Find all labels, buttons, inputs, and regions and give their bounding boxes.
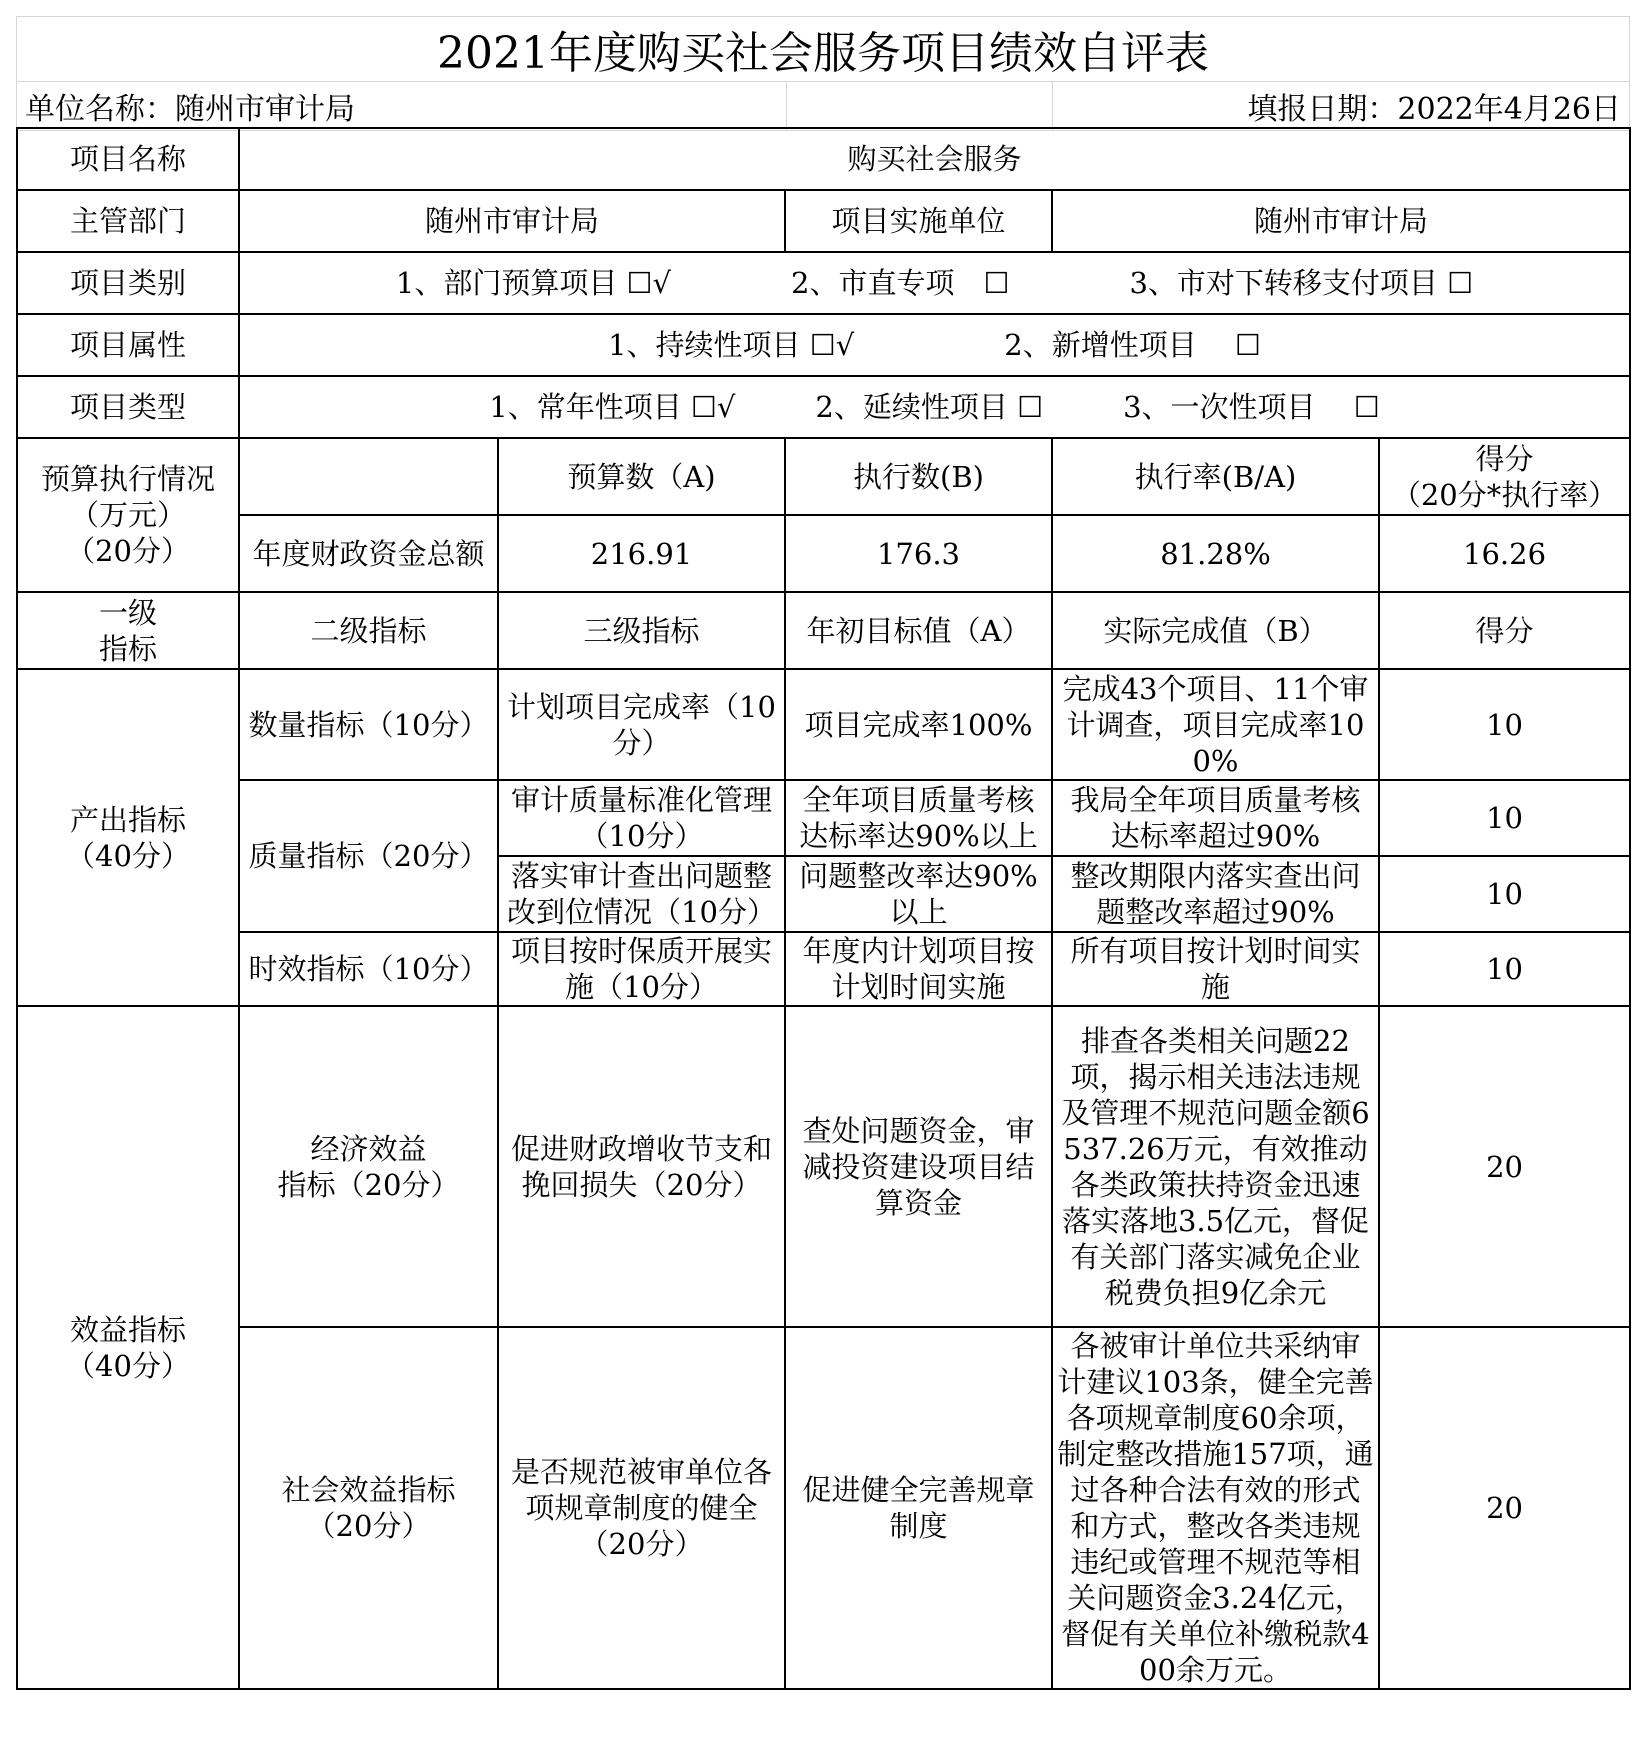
project-name-label: 项目名称 <box>17 128 239 190</box>
quality1-target: 全年项目质量考核达标率达90%以上 <box>785 780 1052 856</box>
dept-label: 主管部门 <box>17 190 239 252</box>
level1-header-line-2: 指标 <box>98 631 157 666</box>
quality2-level3: 落实审计查出问题整改到位情况（10分） <box>498 856 785 932</box>
economic-target: 查处问题资金，审减投资建设项目结算资金 <box>785 1006 1052 1327</box>
quality1-score: 10 <box>1379 780 1630 856</box>
benefit-label-line-1: 效益指标 <box>69 1312 186 1347</box>
attribute-options <box>239 314 1630 376</box>
quality-row-1 <box>17 780 1630 856</box>
quality-level2: 质量指标（20分） <box>239 780 498 932</box>
economic-level2-line-1: 经济效益 <box>310 1131 427 1166</box>
evaluation-table <box>16 127 1631 1690</box>
social-row <box>17 1327 1630 1689</box>
social-level3: 是否规范被审单位各项规章制度的健全（20分） <box>498 1327 785 1689</box>
dept-value: 随州市审计局 <box>239 190 785 252</box>
budget-label-line-1: 预算执行情况 <box>40 462 215 496</box>
quantity-level3: 计划项目完成率（10分） <box>498 669 785 780</box>
quantity-score: 10 <box>1379 669 1630 780</box>
category-label: 项目类别 <box>17 252 239 314</box>
score-header: 得分 <box>1379 592 1630 669</box>
impl-label: 项目实施单位 <box>785 190 1052 252</box>
timeliness-target: 年度内计划项目按计划时间实施 <box>785 932 1052 1006</box>
output-indicator-label <box>17 669 239 1006</box>
budget-value: 216.91 <box>498 515 785 592</box>
dept-row <box>17 190 1630 252</box>
quantity-actual: 完成43个项目、11个审计调查，项目完成率100% <box>1052 669 1379 780</box>
level1-header-line-1: 一级 <box>98 595 157 630</box>
project-name-value: 购买社会服务 <box>239 128 1630 190</box>
type-option-2: 2、延续性项目 ☐ <box>815 390 1044 424</box>
quality2-target: 问题整改率达90%以上 <box>785 856 1052 932</box>
type-option-1: 1、常年性项目 ☐√ <box>489 390 736 424</box>
exec-rate: 81.28% <box>1052 515 1379 592</box>
category-option-1: 1、部门预算项目 ☐√ <box>395 266 672 300</box>
budget-row-label: 年度财政资金总额 <box>239 515 498 592</box>
budget-label-line-3: （20分） <box>66 534 190 568</box>
budget-value-row <box>17 515 1630 592</box>
benefit-indicator-label <box>17 1006 239 1689</box>
attribute-label: 项目属性 <box>17 314 239 376</box>
economic-level2-line-2: 指标（20分） <box>277 1167 460 1202</box>
budget-header-row <box>17 438 1630 515</box>
impl-value: 随州市审计局 <box>1052 190 1630 252</box>
budget-header-blank <box>239 438 498 515</box>
social-actual: 各被审计单位共采纳审计建议103条，健全完善各项规章制度60余项，制定整改措施157项，通过各种合法有效的形式和方式，整改各类违规违纪或管理不规范等相关问题资金3.24亿元，督促有关单位补缴税款400余万元。 <box>1052 1327 1379 1689</box>
output-label-line-2: （40分） <box>66 838 190 873</box>
quality2-actual: 整改期限内落实查出问题整改率超过90% <box>1052 856 1379 932</box>
attribute-row <box>17 314 1630 376</box>
type-options <box>239 376 1630 438</box>
attribute-option-1: 1、持续性项目 ☐√ <box>608 328 855 362</box>
quality2-score: 10 <box>1379 856 1630 932</box>
social-level2 <box>239 1327 498 1689</box>
indicator-header-row <box>17 592 1630 669</box>
budget-header-budget: 预算数（A) <box>498 438 785 515</box>
type-option-3: 3、一次性项目 ☐ <box>1123 390 1380 424</box>
budget-score-title: 得分 <box>1475 441 1534 476</box>
category-option-2: 2、市直专项 ☐ <box>791 266 1010 300</box>
budget-label <box>17 438 239 592</box>
economic-actual: 排查各类相关问题22项，揭示相关违法违规及管理不规范问题金额6537.26万元，有效推动各类政策扶持资金迅速落实落地3.5亿元，督促有关部门落实减免企业税费负担9亿余元 <box>1052 1006 1379 1327</box>
budget-score: 16.26 <box>1379 515 1630 592</box>
category-options <box>239 252 1630 314</box>
unit-name: 单位名称：随州市审计局 <box>17 82 787 131</box>
report-date: 填报日期：2022年4月26日 <box>1053 82 1630 131</box>
quality1-actual: 我局全年项目质量考核达标率超过90% <box>1052 780 1379 856</box>
timeliness-level3: 项目按时保质开展实施（10分） <box>498 932 785 1006</box>
economic-level3: 促进财政增收节支和挽回损失（20分） <box>498 1006 785 1327</box>
category-row <box>17 252 1630 314</box>
quality1-level3: 审计质量标准化管理（10分） <box>498 780 785 856</box>
level1-header <box>17 592 239 669</box>
timeliness-level2: 时效指标（10分） <box>239 932 498 1006</box>
budget-label-line-2: （万元） <box>69 498 186 532</box>
economic-level2 <box>239 1006 498 1327</box>
budget-score-formula: （20分*执行率） <box>1391 477 1618 512</box>
timeliness-row <box>17 932 1630 1006</box>
type-label: 项目类型 <box>17 376 239 438</box>
actual-header: 实际完成值（B） <box>1052 592 1379 669</box>
quantity-row <box>17 669 1630 780</box>
economic-row <box>17 1006 1630 1327</box>
budget-header-exec: 执行数(B) <box>785 438 1052 515</box>
form-title: 2021年度购买社会服务项目绩效自评表 <box>17 17 1630 82</box>
benefit-label-line-2: （40分） <box>66 1348 190 1383</box>
quantity-target: 项目完成率100% <box>785 669 1052 780</box>
project-name-row <box>17 128 1630 190</box>
type-row <box>17 376 1630 438</box>
level2-header: 二级指标 <box>239 592 498 669</box>
budget-header-rate: 执行率(B/A) <box>1052 438 1379 515</box>
output-label-line-1: 产出指标 <box>69 802 186 837</box>
social-score: 20 <box>1379 1327 1630 1689</box>
budget-header-score <box>1379 438 1630 515</box>
timeliness-actual: 所有项目按计划时间实施 <box>1052 932 1379 1006</box>
category-option-3: 3、市对下转移支付项目 ☐ <box>1129 266 1474 300</box>
form-header <box>16 16 1630 131</box>
economic-score: 20 <box>1379 1006 1630 1327</box>
quantity-level2: 数量指标（10分） <box>239 669 498 780</box>
exec-value: 176.3 <box>785 515 1052 592</box>
target-header: 年初目标值（A） <box>785 592 1052 669</box>
timeliness-score: 10 <box>1379 932 1630 1006</box>
header-blank-cell <box>787 82 1053 131</box>
social-level2-line-1: 社会效益指标 <box>281 1473 456 1507</box>
social-target: 促进健全完善规章制度 <box>785 1327 1052 1689</box>
social-level2-line-2: （20分） <box>306 1509 431 1543</box>
level3-header: 三级指标 <box>498 592 785 669</box>
attribute-option-2: 2、新增性项目 ☐ <box>1004 328 1261 362</box>
